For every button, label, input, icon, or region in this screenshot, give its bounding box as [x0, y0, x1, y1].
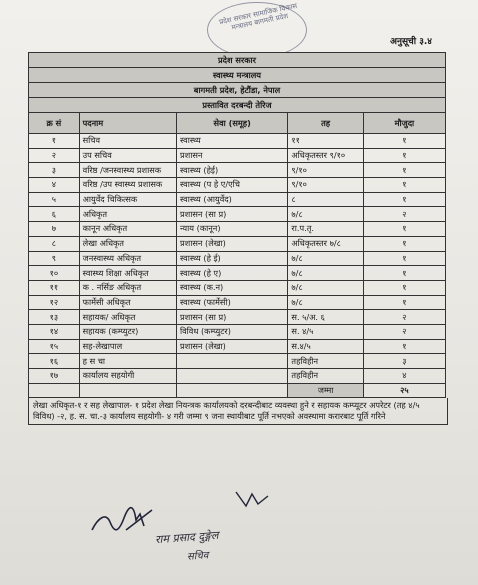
- cell-level: ११: [288, 134, 363, 149]
- cell-existing: ४: [363, 369, 445, 384]
- cell-post: सहायक (कम्प्युटर): [79, 324, 176, 339]
- header-line-1: प्रदेश सरकार: [29, 53, 446, 68]
- cell-existing: १: [363, 134, 445, 149]
- cell-level: ९/१०: [288, 163, 363, 178]
- cell-existing: १: [363, 222, 445, 237]
- signer-name: राम प्रसाद दुङ्गेल: [154, 528, 219, 547]
- header-line-4: प्रस्तावित दरबन्दी तेरिज: [29, 98, 446, 113]
- cell-serial: १३: [29, 310, 80, 325]
- header-band-row: [29, 83, 446, 98]
- cell-post: सहायक/ अधिकृत: [79, 310, 176, 325]
- cell-serial: ६: [29, 207, 80, 222]
- header-band-row: [29, 53, 446, 68]
- column-header-row: [29, 113, 446, 134]
- cell-serial: ३: [29, 163, 80, 178]
- office-stamp-text: प्रदेश सरकार सामाजिक विकास मन्त्रालय बागमती प्रदेश: [218, 1, 298, 32]
- table-row: [29, 207, 446, 222]
- cell-level: ७/८: [288, 266, 363, 281]
- table-row: [29, 222, 446, 237]
- cell-service: स्वास्थ्य (हे ए): [177, 266, 288, 281]
- table-row: [29, 339, 446, 354]
- header-band-row: [29, 98, 446, 113]
- initial-mark: [232, 488, 272, 510]
- cell-service: प्रशासन (सा प्र): [177, 207, 288, 222]
- cell-post: स्वास्थ्य शिक्षा अधिकृत: [79, 266, 176, 281]
- position-table: [28, 52, 446, 398]
- col-header-post: पदनाम: [79, 113, 176, 134]
- cell-serial: १२: [29, 295, 80, 310]
- table-row: [29, 266, 446, 281]
- table-row: [29, 310, 446, 325]
- cell-service: प्रशासन (लेखा): [177, 236, 288, 251]
- cell-existing: १: [363, 339, 445, 354]
- cell-existing: २: [363, 324, 445, 339]
- cell-post: जनस्वास्थ्य अधिकृत: [79, 251, 176, 266]
- cell-serial: २: [29, 148, 80, 163]
- cell-post: वरिष्ठ /उप स्वास्थ्य प्रशासक: [79, 178, 176, 193]
- cell-post: सह-लेखापाल: [79, 339, 176, 354]
- cell-level: ९/१०: [288, 178, 363, 193]
- cell-service: स्वास्थ्य (क.न): [177, 280, 288, 295]
- total-value: २५: [363, 383, 445, 398]
- remarks-note: लेखा अधिकृत-१ र सह लेखापाल- १ प्रदेश लेखा नियन्त्रक कार्यालयको दरबन्दीबाट व्यवस्था हुने र सहायक कम्प्यूटर अपरेटर (तह ४/५ विविध) -२, ह. स. चा.-३ कार्यालय सहयोगी- ४ गरी जम्मा ९ जना स्थायीबाट पूर्ति नभएको अवस्थामा करारबाट पूर्ति गरिने: [28, 398, 448, 425]
- cell-existing: १: [363, 236, 445, 251]
- annex-label: अनुसूची ३.४: [390, 37, 432, 47]
- handwritten-signature: [88, 500, 158, 540]
- col-header-level: तह: [288, 113, 363, 134]
- cell-existing: १: [363, 266, 445, 281]
- table-row: [29, 178, 446, 193]
- cell-post: फार्मेसी अधिकृत: [79, 295, 176, 310]
- header-line-3: बागमती प्रदेश, हेटौंडा, नेपाल: [29, 83, 446, 98]
- cell-serial: ११: [29, 280, 80, 295]
- cell-level: ७/८: [288, 207, 363, 222]
- cell-serial: १: [29, 134, 80, 149]
- cell-post: ह स चा: [79, 354, 176, 369]
- table-row: [29, 280, 446, 295]
- cell-serial: ८: [29, 236, 80, 251]
- cell-existing: १: [363, 178, 445, 193]
- cell-existing: १: [363, 280, 445, 295]
- cell-level: अधिकृतस्तर ७/८: [288, 236, 363, 251]
- cell-serial: ९: [29, 251, 80, 266]
- cell-existing: २: [363, 207, 445, 222]
- table-row: [29, 236, 446, 251]
- cell-serial: १६: [29, 354, 80, 369]
- table-row: [29, 324, 446, 339]
- cell-service: प्रशासन (सा प्र): [177, 310, 288, 325]
- cell-level: ७/८: [288, 280, 363, 295]
- cell-service: स्वास्थ्य (फार्मेसी): [177, 295, 288, 310]
- cell-level: ८: [288, 192, 363, 207]
- cell-service: [177, 354, 288, 369]
- cell-existing: १: [363, 163, 445, 178]
- header-line-2: स्वास्थ्य मन्त्रालय: [29, 68, 446, 83]
- cell-level: तहविहीन: [288, 354, 363, 369]
- cell-service: स्वास्थ्य (हेई): [177, 163, 288, 178]
- cell-existing: ३: [363, 354, 445, 369]
- cell-level: अधिकृतस्तर ९/१०: [288, 148, 363, 163]
- total-row: [29, 383, 446, 398]
- signer-title: सचिव: [186, 550, 209, 563]
- total-label: जम्मा: [288, 383, 363, 398]
- cell-service: स्वास्थ्य (आयुर्वेद): [177, 192, 288, 207]
- cell-post: अधिकृत: [79, 207, 176, 222]
- cell-serial: १४: [29, 324, 80, 339]
- table-row: [29, 251, 446, 266]
- cell-level: स. ५/अ. ६: [288, 310, 363, 325]
- total-empty-cell: [79, 383, 176, 398]
- cell-level: ७/८: [288, 251, 363, 266]
- cell-level: रा.प.तृ.: [288, 222, 363, 237]
- cell-post: कार्यालय सहयोगी: [79, 369, 176, 384]
- cell-post: कानून अधिकृत: [79, 222, 176, 237]
- cell-level: ७/८: [288, 295, 363, 310]
- cell-post: क . नर्सिङ अधिकृत: [79, 280, 176, 295]
- table-row: [29, 354, 446, 369]
- cell-service: स्वास्थ्य (हे ई): [177, 251, 288, 266]
- table-row: [29, 192, 446, 207]
- header-band-row: [29, 68, 446, 83]
- col-header-service: सेवा (समूह): [177, 113, 288, 134]
- col-header-existing: मौजुदा: [363, 113, 445, 134]
- total-empty-cell: [177, 383, 288, 398]
- cell-service: [177, 369, 288, 384]
- cell-level: तहविहीन: [288, 369, 363, 384]
- cell-service: विविध (कम्प्युटर): [177, 324, 288, 339]
- cell-post: वरिष्ठ /जनस्वास्थ्य प्रशासक: [79, 163, 176, 178]
- total-empty-cell: [29, 383, 80, 398]
- cell-serial: ५: [29, 192, 80, 207]
- cell-service: स्वास्थ्य (प हे ए/एचि: [177, 178, 288, 193]
- cell-serial: ७: [29, 222, 80, 237]
- table-row: [29, 148, 446, 163]
- cell-existing: १: [363, 251, 445, 266]
- col-header-serial: क्र सं: [29, 113, 80, 134]
- cell-post: सचिव: [79, 134, 176, 149]
- cell-existing: २: [363, 310, 445, 325]
- table-row: [29, 369, 446, 384]
- table-row: [29, 134, 446, 149]
- cell-post: आयुर्वेद चिकित्सक: [79, 192, 176, 207]
- cell-existing: १: [363, 148, 445, 163]
- cell-serial: १७: [29, 369, 80, 384]
- cell-service: स्वास्थ्य: [177, 134, 288, 149]
- cell-post: लेखा अधिकृत: [79, 236, 176, 251]
- table-row: [29, 295, 446, 310]
- cell-service: प्रशासन (लेखा): [177, 339, 288, 354]
- cell-service: न्याय (कानून): [177, 222, 288, 237]
- cell-service: प्रशासन: [177, 148, 288, 163]
- table-row: [29, 163, 446, 178]
- cell-level: स.४/५: [288, 339, 363, 354]
- cell-post: उप सचिव: [79, 148, 176, 163]
- cell-existing: १: [363, 295, 445, 310]
- cell-existing: १: [363, 192, 445, 207]
- cell-serial: १०: [29, 266, 80, 281]
- cell-level: स. ४/५: [288, 324, 363, 339]
- cell-serial: १५: [29, 339, 80, 354]
- cell-serial: ४: [29, 178, 80, 193]
